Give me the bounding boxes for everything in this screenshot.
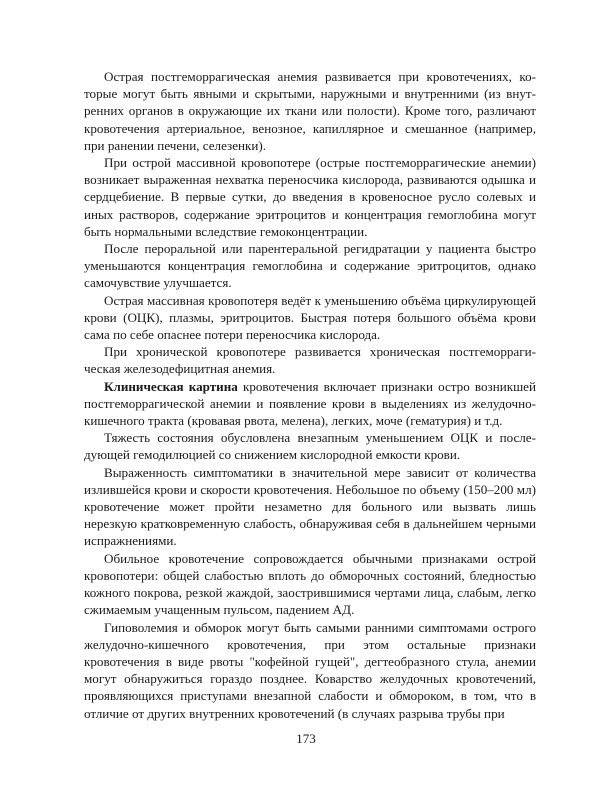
paragraph-text: После пероральной или парентеральной регидратации у пациента быстро уменьшаются концентрация гемоглобина и содержание эритроцитов, однако самочувствие улучшается.: [84, 241, 536, 291]
paragraph-text: Гиповолемия и обморок могут быть самыми ранними симптомами острого желудочно-кишечного кровотечения, при этом остальные признаки кровотечения в виде рвоты "кофейной гущей", дегтеобразного стула, анемии могут обнаружиться гораздо позднее. Коварство желудочных кровотечений, проявляющихся приступами внезапной слабости и обмороком, в том, что в отличие от других внутренних кровотечений (в случаях разрыва трубы при: [84, 619, 536, 721]
paragraph-text: Обильное кровотечение сопровождается обычными признаками острой кровопотери: общей слабостью вплоть до обморочных состояний, бледностью кожного покрова, резкой жаждой, заострившимися чертами лица, слабым, легко сжимаемым учащенным пульсом, падением АД.: [84, 550, 536, 618]
page-number: 173: [296, 731, 316, 746]
page-body: [84, 68, 536, 722]
paragraph-10: [84, 619, 536, 722]
paragraph-7: [84, 429, 536, 463]
paragraph-text: При острой массивной кровопотере (острые постгеморрагические анемии) возникает выраженная нехватка переносчика кислорода, развиваются одышка и сердцебиение. В первые сутки, до введения в кровеносное русло солевых и иных растворов, содержание эритроцитов и концентрация гемоглобина могут быть нормальными вследствие гемоконцентрации.: [84, 155, 536, 239]
paragraph-text: Выраженность симптоматики в значительной мере зависит от количества излившейся крови и скорости кровотечения. Небольшое по объему (150–200 мл) кровотечение может пройти незаметно для больного или вызвать лишь нерезкую кратковременную слабость, обнаруживая себя в дальнейшем черными испражнениями.: [84, 464, 536, 549]
paragraph-text: Тяжесть состояния обусловлена внезапным уменьшением ОЦК и последующей гемодилюцией со снижением кислородной емкости крови.: [84, 430, 536, 463]
paragraph-5: [84, 343, 536, 377]
paragraph-text: кровотечения включает признаки остро возникшей постгеморрагической анемии и появление крови в выделениях из желудочно-кишечного тракта (кровавая рвота, мелена), легких, моче (гематурия) и т.д.: [84, 378, 536, 429]
bold-term: Клиническая картина: [104, 378, 238, 394]
paragraph-text: При хронической кровопотере развивается хроническая постгеморрагическая железодефицитная анемия.: [84, 344, 536, 377]
paragraph-1: [84, 68, 536, 154]
paragraph-4: [84, 292, 536, 344]
paragraph-8: [84, 464, 536, 550]
paragraph-text: Острая постгеморрагическая анемия развивается при кровотечениях, которые могут быть явными и скрытыми, наружными и внутренними (из внутренних органов в окружающие их ткани или полости). Кроме того, различают кровотечения артериальное, венозное, капиллярное и смешанное (например, при ранении печени, селезенки).: [84, 69, 536, 153]
paragraph-9: [84, 550, 536, 619]
paragraph-2: [84, 154, 536, 240]
paragraph-6: [84, 378, 536, 430]
paragraph-3: [84, 240, 536, 292]
paragraph-text: Острая массивная кровопотеря ведёт к уменьшению объёма циркулирующей крови (ОЦК), плазмы, эритроцитов. Быстрая потеря большого объёма крови сама по себе опаснее потери переносчика кислорода.: [84, 292, 536, 343]
